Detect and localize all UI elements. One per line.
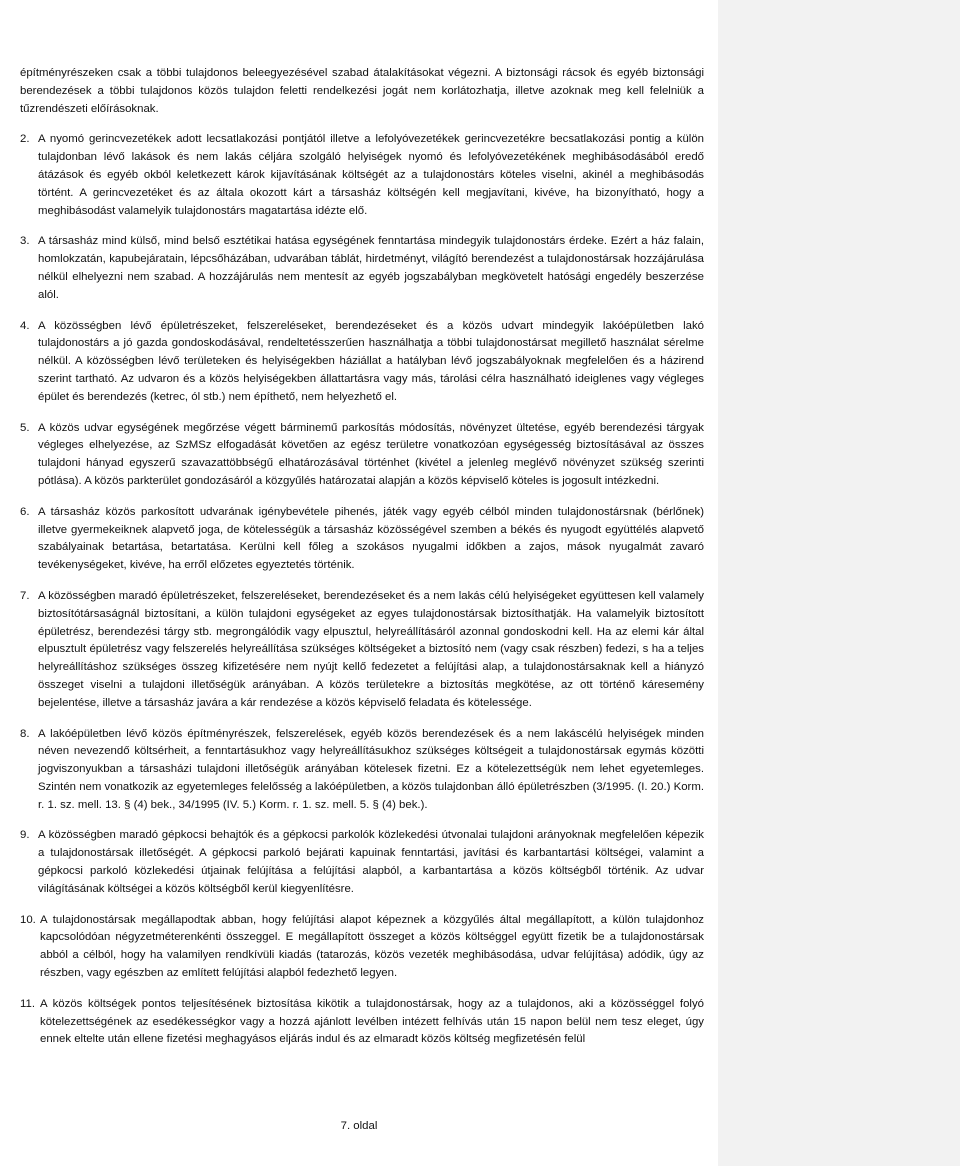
comment-pane [718,0,960,1166]
document-body [20,65,704,1062]
item-number: 3. [20,235,30,248]
item-number: 11. [20,997,35,1010]
list-item-11 [20,996,704,1049]
item-text: A közösségben maradó épületrészeket, felszereléseket, berendezéseket és a nem lakás célú helyiségeket együttesen kell valamely biztosítótársaságnál biztosítani, a külön tulajdoni egységeket az egyes tulajdonostársak biztosíthatják. Ha valamelyik biztosított épületrész, berendezési tárgy stb. megrongálódik vagy elpusztul, helyreállításáról azonnal gondoskodni kell. Ha az elemi kár által elpusztult épületrész vagy felszerelés helyreállítása szükséges költségeket a biztosító nem (vagy csak részben) fedezi, s ha a teljes helyreállításhoz szükséges összeg kifizetésére nem nyújt kellő fedezetet a felújítási alap, a tulajdonostársaknak kell a hiányzó összeget viselni a tulajdoni illetőségük arányában. A közös területekre a biztosítás megkötése, az ott történő káresemény bejelentése, illetve a társasház javára a kár rendezése a közös képviselő feladata és kötelessége. [38,589,704,709]
item-number: 4. [20,319,30,332]
list-item-8 [20,726,704,815]
page-number: 7. oldal [340,1120,378,1132]
item-text: A közösségben maradó gépkocsi behajtók és a gépkocsi parkolók közlekedési útvonalai tulajdoni arányoknak megfelelően képezik a tulajdonostársak illetőségét. A gépkocsi parkoló bejárati kapuinak fenntartási, javítási és karbantartási költségei, valamint a gépkocsi parkoló közlekedési útjainak felújítása a felújítási alapból, a karbantartása a közös költségből történik. Az udvar világításának költségei a közös költségből kerül kiegyenlítésre. [38,829,704,895]
intro-paragraph: építményrészeken csak a többi tulajdonos beleegyezésével szabad átalakításokat végezni. A biztonsági rácsok és egyéb biztonsági berendezések a többi tulajdonos közös tulajdon feletti rendelkezési jogát nem korlátozhatja, illetve azoknak meg kell felelniük a tűzrendészeti előírásoknak. [20,67,704,115]
item-number: 6. [20,505,30,518]
item-text: A tulajdonostársak megállapodtak abban, hogy felújítási alapot képeznek a közgyűlés által megállapított, a külön tulajdonhoz kapcsolódóan négyzetméterenkénti összeggel. E megállapított összeget a közös költséggel együtt fizetik be a tulajdonostársak abból a célból, hogy ha valamilyen rendkívüli kiadás (tatarozás, közös vezeték meghibásodása, udvar felújítása) adódik, úgy az részben, vagy egészben az említett felújítási alapból fedezhető legyen. [40,913,704,980]
item-text: A közös költségek pontos teljesítésének biztosítása kikötik a tulajdonostársak, hogy az a tulajdonos, aki a közösséggel folyó kötelezettségének az esedékességkor vagy a hozzá ajánlott levélben intézett felhívás után 15 napon belül nem tesz eleget, úgy ennek eltelte után ellene fizetési meghagyásos eljárás indul és az elmaradt közös költség megfizetésén felül [40,997,704,1046]
list-item-5 [20,420,704,491]
item-text: A nyomó gerincvezetékek adott lecsatlakozási pontjától illetve a lefolyóvezetékek gerincvezetékre becsatlakozási pontig a külön tulajdonban lévő lakások és nem lakás céljára szolgáló helyiségek nyomó és lefolyóvezetékének meghibásodásából eredő átázások és egyéb okból keletkezett károk kijavításának költségét az a tulajdonostárs köteles viselni, akinél a meghibásodás történt. A gerincvezetéket és az általa okozott kárt a társasház költségén kell megjavítani, kivéve, ha bizonyítható, hogy a meghibásodást valamelyik tulajdonostárs magatartása idézte elő. [38,133,704,217]
item-number: 7. [20,589,30,602]
item-number: 8. [20,727,30,740]
item-text: A lakóépületben lévő közös építményrészek, felszerelések, egyéb közös berendezések és a nem lakáscélú helyiségek minden néven nevezendő költsérheit, a fenntartásukhoz vagy helyreállításukhoz szükséges költségeit a tulajdonostársak egymás közötti jogviszonyukban a társasházi tulajdoni illetőségük arányában kötelesek fizetni. Ez a kötelezettségük nem lehet egyetemleges. Szintén nem vonatkozik az egyetemleges felelősség a lakóépületben, a közös tulajdonban álló épületrészben (3/1995. (I. 20.) Korm. r. 1. sz. mell. 13. § (4) bek., 34/1995 (IV. 5.) Korm. r. 1. sz. mell. 5. § (4) bek.). [38,727,704,811]
item-number: 9. [20,829,30,842]
list-item-6 [20,504,704,575]
item-text: A közös udvar egységének megőrzése végett bárminemű parkosítás módosítás, növényzet ültetése, egyéb berendezési tárgyak végleges elhelyezése, az SzMSz elfogadását követően az egész területre vonatkozóan egységesség biztosításával az összes tulajdoni hányad egyszerű szavazattöbbségű elhatározásával történhet (kivétel a jelenleg meglévő növényzet szükség szerinti pótlása). A közös parkterület gondozásáról a közgyűlés határozatai alapján a közös képviselő köteles is jogosult intézkedni. [38,421,704,487]
list-item-2 [20,131,704,220]
item-number: 2. [20,133,30,146]
item-number: 10. [20,913,36,926]
item-text: A társasház közös parkosított udvarának igénybevétele pihenés, játék vagy egyéb célból minden tulajdonostársnak (bérlőnek) illetve gyermekeiknek alapvető joga, de kötelességük a társasház közösségével szemben a békés és nyugodt együttélés alapvető szabályainak betartása, betartatása. Kerülni kell főleg a szokásos nyugalmi időkben a zajos, mások nyugalmát zavaró tevékenységeket, kivéve, ha erről előzetes egyeztetés történik. [38,505,704,572]
list-item-4 [20,318,704,407]
item-text: A közösségben lévő épületrészeket, felszereléseket, berendezéseket és a közös udvart mindegyik lakóépületben lakó tulajdonostárs a jó gazda gondoskodásával, rendeltetésszerűen használhatja a többi tulajdonostársat megillető használat sérelme nélkül. A közösségben lévő területeken és helyiségekben háziállat a hatályban lévő jogszabályoknak megfelelően és a házirend szerint tartható. Az udvaron és a közös helyiségekben állattartásra vagy más, tárolási célra használható ideiglenes vagy végleges épület és berendezés (ketrec, ól stb.) nem építhető, nem helyezhető el. [38,319,704,403]
list-item-9 [20,827,704,898]
list-item-7 [20,588,704,713]
list-item-10 [20,912,704,983]
list-item-3 [20,233,704,304]
item-text: A társasház mind külső, mind belső esztétikai hatása egységének fenntartása mindegyik tulajdonostárs érdeke. Ezért a ház falain, homlokzatán, kapubejáratain, lépcsőházában, udvarában táblát, hirdetményt, világító berendezést a tulajdonostársak hozzájárulása nélkül elhelyezni nem szabad. A hozzájárulás nem mentesít az egyéb jogszabályban megkövetelt hatósági engedély beszerzése alól. [38,235,704,301]
item-number: 5. [20,421,30,434]
